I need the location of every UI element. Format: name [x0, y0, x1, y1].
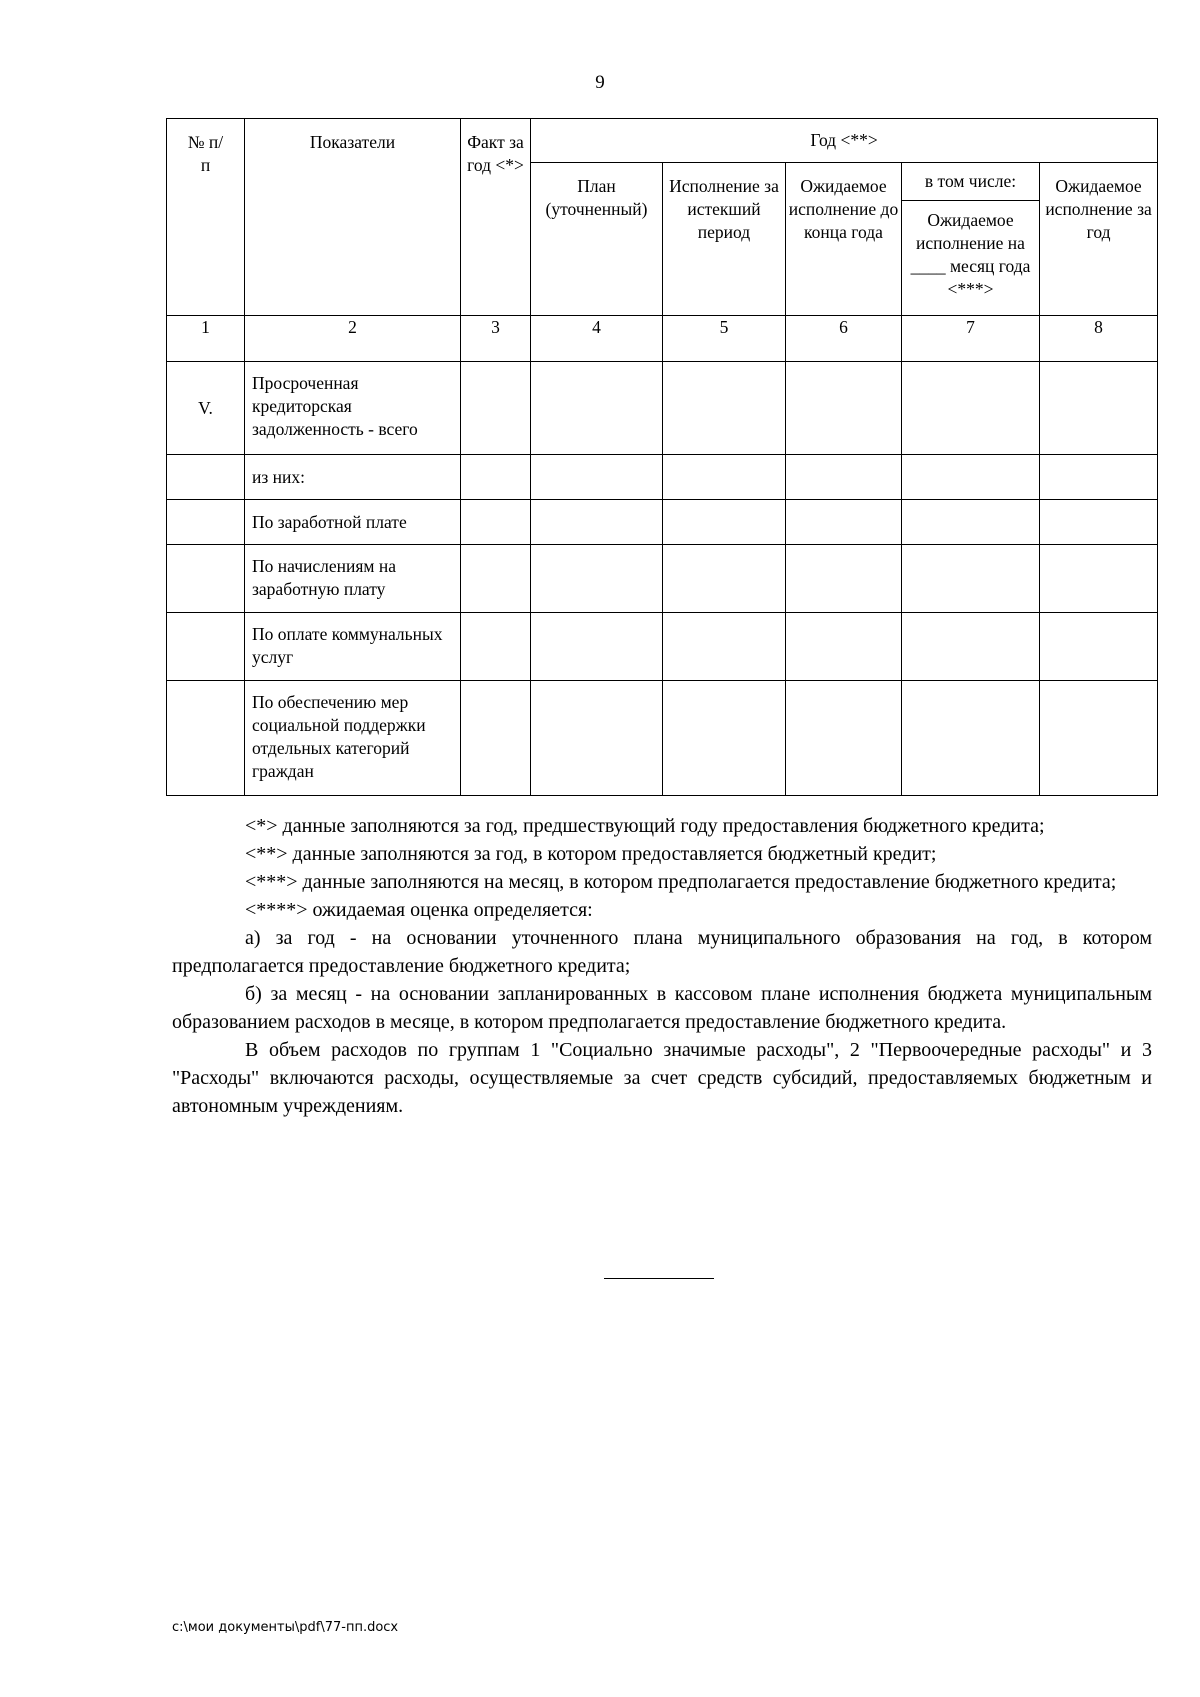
header-indicators: Показатели	[245, 119, 461, 316]
row-label: По оплате коммунальных услуг	[245, 613, 461, 681]
column-number: 8	[1040, 316, 1158, 362]
end-separator	[604, 1278, 714, 1279]
row-label: из них:	[245, 455, 461, 500]
table-row	[167, 613, 1158, 681]
footer-file-path: c:\мои документы\pdf\77-пп.docx	[172, 1620, 399, 1635]
row-num	[167, 681, 245, 796]
header-including: в том числе:	[902, 163, 1040, 201]
page-number: 9	[595, 72, 605, 93]
column-number: 3	[461, 316, 531, 362]
footnote: а) за год - на основании уточненного плана муниципального образования на год, в котором предполагается предоставление бюджетного кредита;	[172, 927, 1152, 977]
column-number: 6	[786, 316, 902, 362]
table-row	[167, 681, 1158, 796]
table-row	[167, 500, 1158, 545]
column-number: 4	[531, 316, 663, 362]
footnote: <*> данные заполняются за год, предшествующий году предоставления бюджетного кредита;	[245, 815, 1045, 837]
table-row	[167, 362, 1158, 455]
row-label: По начислениям на заработную плату	[245, 545, 461, 613]
column-number: 7	[902, 316, 1040, 362]
header-num: № п/п	[167, 119, 245, 316]
header-execution: Исполнение за истекший период	[663, 163, 786, 316]
row-label: По обеспечению мер социальной поддержки отдельных категорий граждан	[245, 681, 461, 796]
header-expected-year: Ожидаемое исполнение за год	[1040, 163, 1158, 316]
footnote: б) за месяц - на основании запланированных в кассовом плане исполнения бюджета муниципальным образованием расходов в месяце, в котором предполагается предоставление бюджетного кредита.	[172, 983, 1152, 1033]
footnote: <****> ожидаемая оценка определяется:	[245, 899, 593, 921]
row-num	[167, 613, 245, 681]
footnote: <**> данные заполняются за год, в котором предоставляется бюджетный кредит;	[245, 843, 937, 865]
row-label: Просроченная кредиторская задолженность - всего	[245, 362, 461, 455]
row-label: По заработной плате	[245, 500, 461, 545]
row-num	[167, 455, 245, 500]
row-num	[167, 500, 245, 545]
row-num: V.	[167, 362, 245, 455]
header-expected-month: Ожидаемое исполнение на ____ месяц года <***>	[902, 201, 1040, 316]
column-number: 2	[245, 316, 461, 362]
column-number: 1	[167, 316, 245, 362]
footnote: <***> данные заполняются на месяц, в котором предполагается предоставление бюджетного кредита;	[245, 871, 1117, 893]
footnote: В объем расходов по группам 1 "Социально значимые расходы", 2 "Первоочередные расходы" и 3 "Расходы" включаются расходы, осуществляемые за счет средств субсидий, предоставляемых бюджетным и автономным учреждениям.	[172, 1039, 1152, 1117]
header-year: Год <**>	[531, 119, 1158, 163]
table-row	[167, 545, 1158, 613]
header-fact: Факт за год <*>	[461, 119, 531, 316]
column-number: 5	[663, 316, 786, 362]
footnotes	[172, 812, 1152, 1120]
table-row	[167, 455, 1158, 500]
header-plan: План (уточненный)	[531, 163, 663, 316]
indicator-table	[166, 118, 1158, 796]
row-num	[167, 545, 245, 613]
header-expected-end: Ожидаемое исполнение до конца года	[786, 163, 902, 316]
